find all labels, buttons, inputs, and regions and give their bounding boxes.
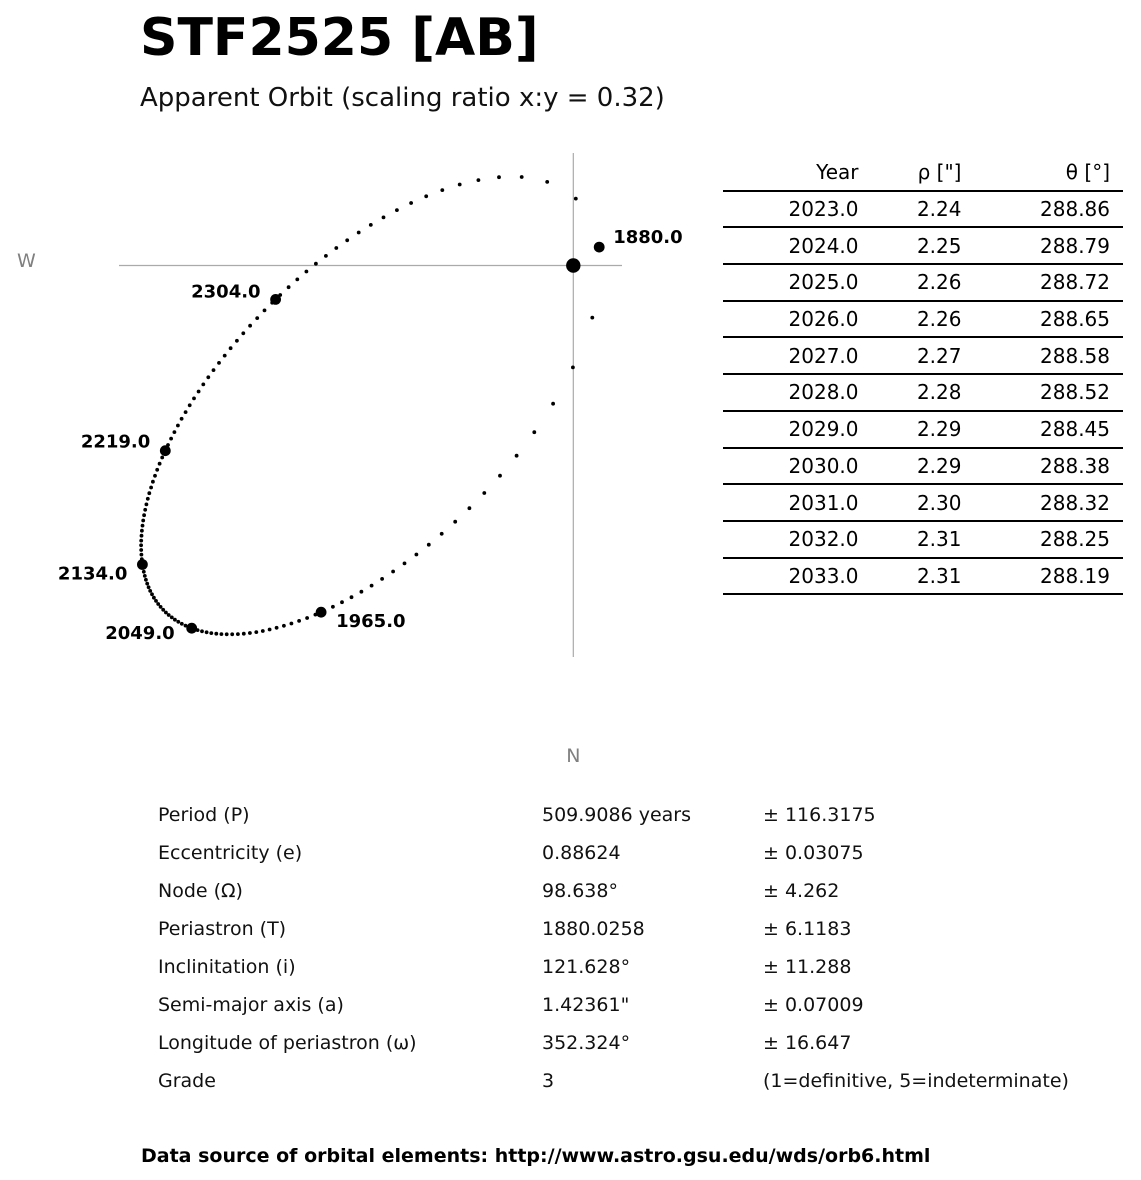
orbit-dot — [142, 513, 146, 517]
orbit-dot — [154, 599, 158, 603]
orbit-dot — [360, 590, 364, 594]
orbit-dot — [153, 474, 157, 478]
ephemeris-row — [723, 337, 1123, 374]
element-error: ± 116.3175 — [763, 804, 876, 826]
orbit-dot — [551, 402, 555, 406]
orbit-dot — [369, 223, 373, 227]
ephemeris-cell: 2025.0 — [723, 264, 872, 301]
element-error: ± 4.262 — [763, 880, 840, 902]
orbit-dot — [415, 553, 419, 557]
element-row — [0, 993, 1141, 1017]
ephemeris-cell: 288.19 — [974, 558, 1123, 595]
epoch-label: 2219.0 — [80, 431, 151, 453]
ephemeris-cell: 2.25 — [872, 227, 975, 264]
ephemeris-cell: 288.45 — [974, 411, 1123, 448]
orbit-dot — [143, 574, 147, 578]
element-value: 121.628° — [542, 956, 631, 978]
orbit-dot — [314, 262, 318, 266]
ephemeris-cell: 288.65 — [974, 301, 1123, 338]
ephemeris-cell: 2030.0 — [723, 448, 872, 485]
north-label: N — [566, 745, 581, 767]
element-row — [0, 841, 1141, 865]
orbit-dot — [532, 430, 536, 434]
ephemeris-cell: 2.27 — [872, 337, 975, 374]
orbit-dot — [403, 562, 407, 566]
orbit-dot — [295, 278, 299, 282]
ephemeris-row — [723, 448, 1123, 485]
orbit-dot — [268, 628, 272, 632]
element-label: Semi-major axis (a) — [158, 994, 344, 1016]
element-row — [0, 879, 1141, 903]
orbit-dot — [248, 324, 252, 328]
orbit-dot — [150, 592, 154, 596]
orbit-dot — [254, 630, 258, 634]
orbit-dot — [180, 417, 184, 421]
orbit-dot — [161, 608, 165, 612]
element-error: ± 16.647 — [763, 1032, 852, 1054]
orbit-dot — [145, 503, 149, 507]
ephemeris-row — [723, 191, 1123, 228]
orbit-dot — [458, 183, 462, 187]
ephemeris-cell: 2.31 — [872, 558, 975, 595]
ephemeris-cell: 2031.0 — [723, 484, 872, 521]
orbit-dot — [424, 194, 428, 198]
element-error: ± 0.07009 — [763, 994, 864, 1016]
ephemeris-cell: 2.30 — [872, 484, 975, 521]
orbit-dot — [140, 534, 144, 538]
orbit-dot — [520, 175, 524, 179]
ephemeris-cell: 2032.0 — [723, 521, 872, 558]
ephemeris-table-header — [723, 155, 1123, 191]
orbit-dot — [220, 632, 224, 636]
orbit-dot — [197, 390, 201, 394]
epoch-dot — [316, 607, 327, 618]
element-label: Inclinitation (i) — [158, 956, 296, 978]
orbit-dot — [151, 480, 155, 484]
ephemeris-cell: 2.29 — [872, 448, 975, 485]
epoch-dot — [160, 445, 171, 456]
orbit-dots-group — [139, 175, 601, 636]
orbit-dot — [214, 632, 218, 636]
orbit-dot — [148, 589, 152, 593]
ephemeris-cell: 2028.0 — [723, 374, 872, 411]
orbit-dot — [331, 605, 335, 609]
orbit-dot — [282, 624, 286, 628]
ephemeris-row — [723, 521, 1123, 558]
element-value: 1880.0258 — [542, 918, 645, 940]
orbit-dot — [200, 629, 204, 633]
orbit-dot — [236, 632, 240, 636]
orbit-dot — [192, 397, 196, 401]
orbit-dot — [139, 548, 143, 552]
orbit-dot — [275, 626, 279, 630]
ephemeris-cell: 2027.0 — [723, 337, 872, 374]
element-error: ± 11.288 — [763, 956, 852, 978]
ephemeris-column-header: Year — [723, 155, 872, 191]
epoch-dot — [186, 623, 197, 634]
element-value: 3 — [542, 1070, 555, 1092]
element-error: ± 0.03075 — [763, 842, 864, 864]
orbit-dot — [324, 254, 328, 258]
orbit-dot — [152, 596, 156, 600]
orbit-dot — [146, 497, 150, 501]
epoch-dot — [270, 294, 281, 305]
ephemeris-row — [723, 374, 1123, 411]
element-value: 0.88624 — [542, 842, 621, 864]
ephemeris-cell: 2.28 — [872, 374, 975, 411]
orbit-dot — [350, 595, 354, 599]
orbit-dot — [229, 346, 233, 350]
ephemeris-cell: 2.24 — [872, 191, 975, 228]
orbit-dot — [160, 456, 164, 460]
orbit-dot — [225, 632, 229, 636]
orbit-dot — [169, 437, 173, 441]
orbit-dot — [139, 539, 143, 543]
orbit-dot — [176, 620, 180, 624]
epoch-label: 1965.0 — [336, 611, 406, 633]
ephemeris-cell: 2.31 — [872, 521, 975, 558]
orbit-dot — [201, 383, 205, 387]
ephemeris-table-body — [723, 191, 1123, 595]
epoch-label: 1880.0 — [613, 227, 683, 249]
ephemeris-cell: 288.52 — [974, 374, 1123, 411]
orbit-dot — [453, 520, 457, 524]
orbit-dot — [261, 629, 265, 633]
orbit-dot — [230, 632, 234, 636]
orbit-dot — [212, 368, 216, 372]
epoch-dot — [137, 559, 148, 570]
orbit-dot — [158, 462, 162, 466]
ephemeris-cell: 288.72 — [974, 264, 1123, 301]
orbit-dot — [141, 524, 145, 528]
orbit-dot — [498, 474, 502, 478]
element-row — [0, 917, 1141, 941]
orbit-dot — [290, 622, 294, 626]
orbit-dot — [590, 316, 594, 320]
orbit-dot — [497, 175, 501, 179]
orbit-dot — [287, 285, 291, 289]
orbit-dot — [242, 632, 246, 636]
element-row — [0, 955, 1141, 979]
orbit-dot — [143, 508, 147, 512]
ephemeris-cell: 2024.0 — [723, 227, 872, 264]
element-value: 98.638° — [542, 880, 618, 902]
orbit-dot — [297, 619, 301, 623]
orbit-dot — [305, 616, 309, 620]
element-value: 1.42361" — [542, 994, 630, 1016]
epoch-label: 2049.0 — [105, 623, 175, 645]
west-label: W — [17, 250, 36, 272]
orbit-dot — [468, 506, 472, 510]
orbit-dot — [188, 403, 192, 407]
orbit-dot — [139, 543, 143, 547]
orbit-dot — [147, 491, 151, 495]
orbit-dot — [440, 188, 444, 192]
orbit-dot — [574, 197, 578, 201]
orbit-dot — [217, 361, 221, 365]
orbit-dot — [334, 246, 338, 250]
ephemeris-row — [723, 411, 1123, 448]
orbit-dot — [156, 602, 160, 606]
orbit-dot — [545, 180, 549, 184]
orbit-dot — [144, 578, 148, 582]
epoch-marks-group — [58, 227, 683, 644]
element-error: (1=definitive, 5=indeterminate) — [763, 1070, 1069, 1092]
orbit-dot — [427, 543, 431, 547]
epoch-dot — [594, 242, 605, 253]
orbit-dot — [173, 618, 177, 622]
orbit-dot — [140, 529, 144, 533]
ephemeris-cell: 288.79 — [974, 227, 1123, 264]
ephemeris-cell: 288.38 — [974, 448, 1123, 485]
orbit-dot — [263, 309, 267, 313]
page-subtitle: Apparent Orbit (scaling ratio x:y = 0.32) — [140, 83, 665, 113]
element-label: Eccentricity (e) — [158, 842, 303, 864]
ephemeris-row — [723, 264, 1123, 301]
orbit-dot — [305, 270, 309, 274]
orbit-dot — [382, 216, 386, 220]
orbit-dot — [255, 316, 259, 320]
orbit-dot — [180, 622, 184, 626]
orbit-dot — [248, 631, 252, 635]
ephemeris-row — [723, 558, 1123, 595]
element-row — [0, 1069, 1141, 1093]
ephemeris-row — [723, 301, 1123, 338]
orbit-dot — [241, 331, 245, 335]
epoch-label: 2134.0 — [57, 563, 128, 585]
ephemeris-cell: 2033.0 — [723, 558, 872, 595]
ephemeris-cell: 2026.0 — [723, 301, 872, 338]
element-error: ± 6.1183 — [763, 918, 852, 940]
ephemeris-cell: 288.32 — [974, 484, 1123, 521]
primary-star-marker — [566, 258, 580, 272]
orbit-dot — [235, 339, 239, 343]
orbit-dot — [515, 454, 519, 458]
orbit-dot — [482, 491, 486, 495]
orbit-dot — [440, 532, 444, 536]
epoch-label: 2304.0 — [191, 281, 261, 303]
ephemeris-cell: 2.26 — [872, 264, 975, 301]
ephemeris-cell: 2029.0 — [723, 411, 872, 448]
orbit-dot — [409, 201, 413, 205]
orbit-dot — [380, 577, 384, 581]
orbit-dot — [477, 178, 481, 182]
ephemeris-column-header: θ [°] — [974, 155, 1123, 191]
orbit-dot — [164, 611, 168, 615]
orbit-dot — [395, 208, 399, 212]
element-label: Longitude of periastron (ω) — [158, 1032, 417, 1054]
element-label: Node (Ω) — [158, 880, 243, 902]
orbit-dot — [147, 585, 151, 589]
element-value: 509.9086 years — [542, 804, 691, 826]
ephemeris-row — [723, 227, 1123, 264]
orbit-dot — [155, 468, 159, 472]
element-label: Grade — [158, 1070, 216, 1092]
orbit-dot — [391, 570, 395, 574]
ephemeris-table — [723, 155, 1123, 595]
element-row — [0, 1031, 1141, 1055]
orbit-dot — [209, 631, 213, 635]
orbit-dot — [173, 430, 177, 434]
ephemeris-cell: 288.25 — [974, 521, 1123, 558]
orbit-dot — [140, 553, 144, 557]
orbit-dot — [206, 375, 210, 379]
orbit-dot — [176, 424, 180, 428]
ephemeris-cell: 288.58 — [974, 337, 1123, 374]
orbit-dot — [340, 600, 344, 604]
element-row — [0, 803, 1141, 827]
orbit-dot — [145, 582, 149, 586]
orbit-dot — [345, 238, 349, 242]
orbit-dot — [357, 231, 361, 235]
element-label: Period (P) — [158, 804, 250, 826]
orbit-dot — [142, 570, 146, 574]
ephemeris-cell: 2.26 — [872, 301, 975, 338]
orbit-dot — [170, 616, 174, 620]
ephemeris-cell: 2.29 — [872, 411, 975, 448]
ephemeris-row — [723, 484, 1123, 521]
data-source-note: Data source of orbital elements: http://www.astro.gsu.edu/wds/orb6.html — [141, 1145, 931, 1167]
orbit-dot — [370, 584, 374, 588]
orbit-dot — [141, 519, 145, 523]
element-label: Periastron (T) — [158, 918, 287, 940]
ephemeris-column-header: ρ ["] — [872, 155, 975, 191]
orbit-dot — [223, 354, 227, 358]
orbit-dot — [184, 410, 188, 414]
element-value: 352.324° — [542, 1032, 631, 1054]
ephemeris-cell: 288.86 — [974, 191, 1123, 228]
page-title: STF2525 [AB] — [140, 8, 539, 68]
orbit-dot — [571, 366, 575, 370]
orbit-dot — [149, 486, 153, 490]
ephemeris-cell: 2023.0 — [723, 191, 872, 228]
orbit-dot — [205, 630, 209, 634]
